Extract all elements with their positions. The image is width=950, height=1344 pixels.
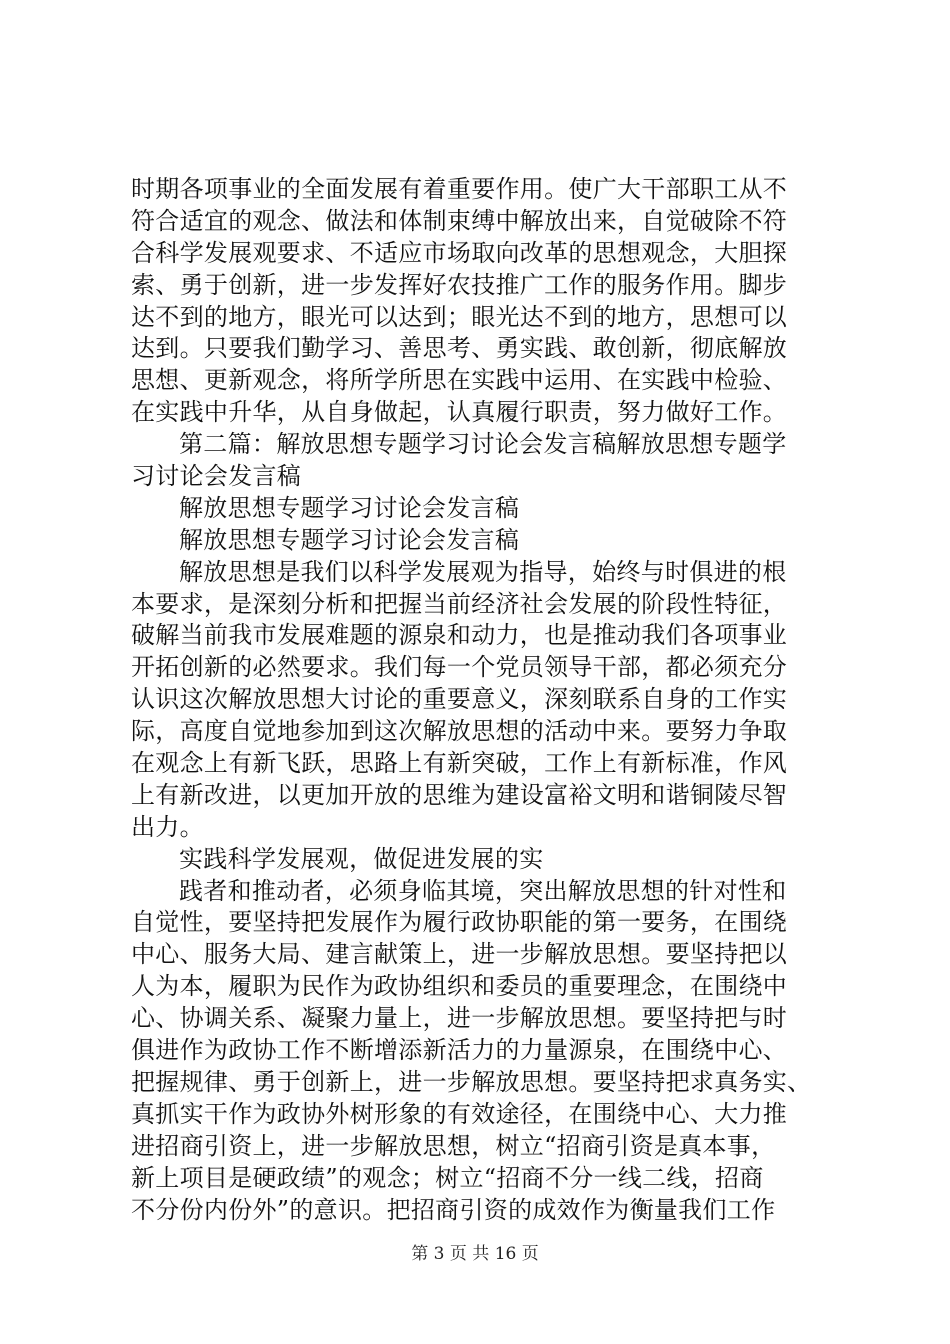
text-line: 上有新改进，以更加开放的思维为建设富裕文明和谐铜陵尽智: [131, 780, 788, 809]
text-line: 本要求，是深刻分析和把握当前经济社会发展的阶段性特征，: [131, 589, 788, 618]
text-line: 思想、更新观念，将所学所思在实践中运用、在实践中检验、: [131, 366, 788, 395]
text-line: 不分份内份外”的意识。把招商引资的成效作为衡量我们工作: [131, 1195, 776, 1224]
text-line: 出力。: [131, 812, 204, 841]
text-line: 在观念上有新飞跃，思路上有新突破，工作上有新标准，作风: [131, 749, 788, 778]
text-line: 实践科学发展观，做促进发展的实: [179, 844, 544, 873]
page-footer: 第 3 页 共 16 页: [411, 1244, 539, 1264]
text-line: 际，高度自觉地参加到这次解放思想的活动中来。要努力争取: [131, 717, 788, 746]
text-line: 第二篇：解放思想专题学习讨论会发言稿解放思想专题学: [179, 430, 787, 459]
text-line: 索、勇于创新，进一步发挥好农技推广工作的服务作用。脚步: [131, 270, 788, 299]
text-line: 践者和推动者，必须身临其境，突出解放思想的针对性和: [179, 876, 787, 905]
text-line: 人为本，履职为民作为政协组织和委员的重要理念，在围绕中: [131, 972, 788, 1001]
text-line: 自觉性，要坚持把发展作为履行政协职能的第一要务，在围绕: [131, 908, 788, 937]
document-body: [131, 174, 831, 1226]
text-line: 破解当前我市发展难题的源泉和动力，也是推动我们各项事业: [131, 621, 788, 650]
text-line: 开拓创新的必然要求。我们每一个党员领导干部，都必须充分: [131, 653, 788, 682]
text-line: 在实践中升华，从自身做起，认真履行职责，努力做好工作。: [131, 398, 788, 427]
text-line: 把握规律、勇于创新上，进一步解放思想。要坚持把求真务实、: [131, 1067, 812, 1096]
text-line: 习讨论会发言稿: [131, 462, 302, 491]
text-line: 新上项目是硬政绩”的观念；树立“招商不分一线二线，招商: [131, 1163, 764, 1192]
text-line: 达不到的地方，眼光可以达到；眼光达不到的地方，思想可以: [131, 302, 788, 331]
text-line: 心、协调关系、凝聚力量上，进一步解放思想。要坚持把与时: [131, 1004, 788, 1033]
text-line: 俱进作为政协工作不断增添新活力的力量源泉，在围绕中心、: [131, 1036, 788, 1065]
text-line: 解放思想专题学习讨论会发言稿: [179, 525, 520, 554]
text-line: 中心、服务大局、建言献策上，进一步解放思想。要坚持把以: [131, 940, 788, 969]
text-line: 解放思想是我们以科学发展观为指导，始终与时俱进的根: [179, 557, 787, 586]
text-line: 合科学发展观要求、不适应市场取向改革的思想观念，大胆探: [131, 238, 788, 267]
text-line: 符合适宜的观念、做法和体制束缚中解放出来，自觉破除不符: [131, 206, 788, 235]
text-line: 达到。只要我们勤学习、善思考、勇实践、敢创新，彻底解放: [131, 334, 788, 363]
text-line: 进招商引资上，进一步解放思想，树立“招商引资是真本事，: [131, 1131, 776, 1160]
text-line: 真抓实干作为政协外树形象的有效途径，在围绕中心、大力推: [131, 1099, 788, 1128]
text-line: 解放思想专题学习讨论会发言稿: [179, 493, 520, 522]
text-line: 时期各项事业的全面发展有着重要作用。使广大干部职工从不: [131, 175, 788, 203]
text-line: 认识这次解放思想大讨论的重要意义，深刻联系自身的工作实: [131, 685, 788, 714]
